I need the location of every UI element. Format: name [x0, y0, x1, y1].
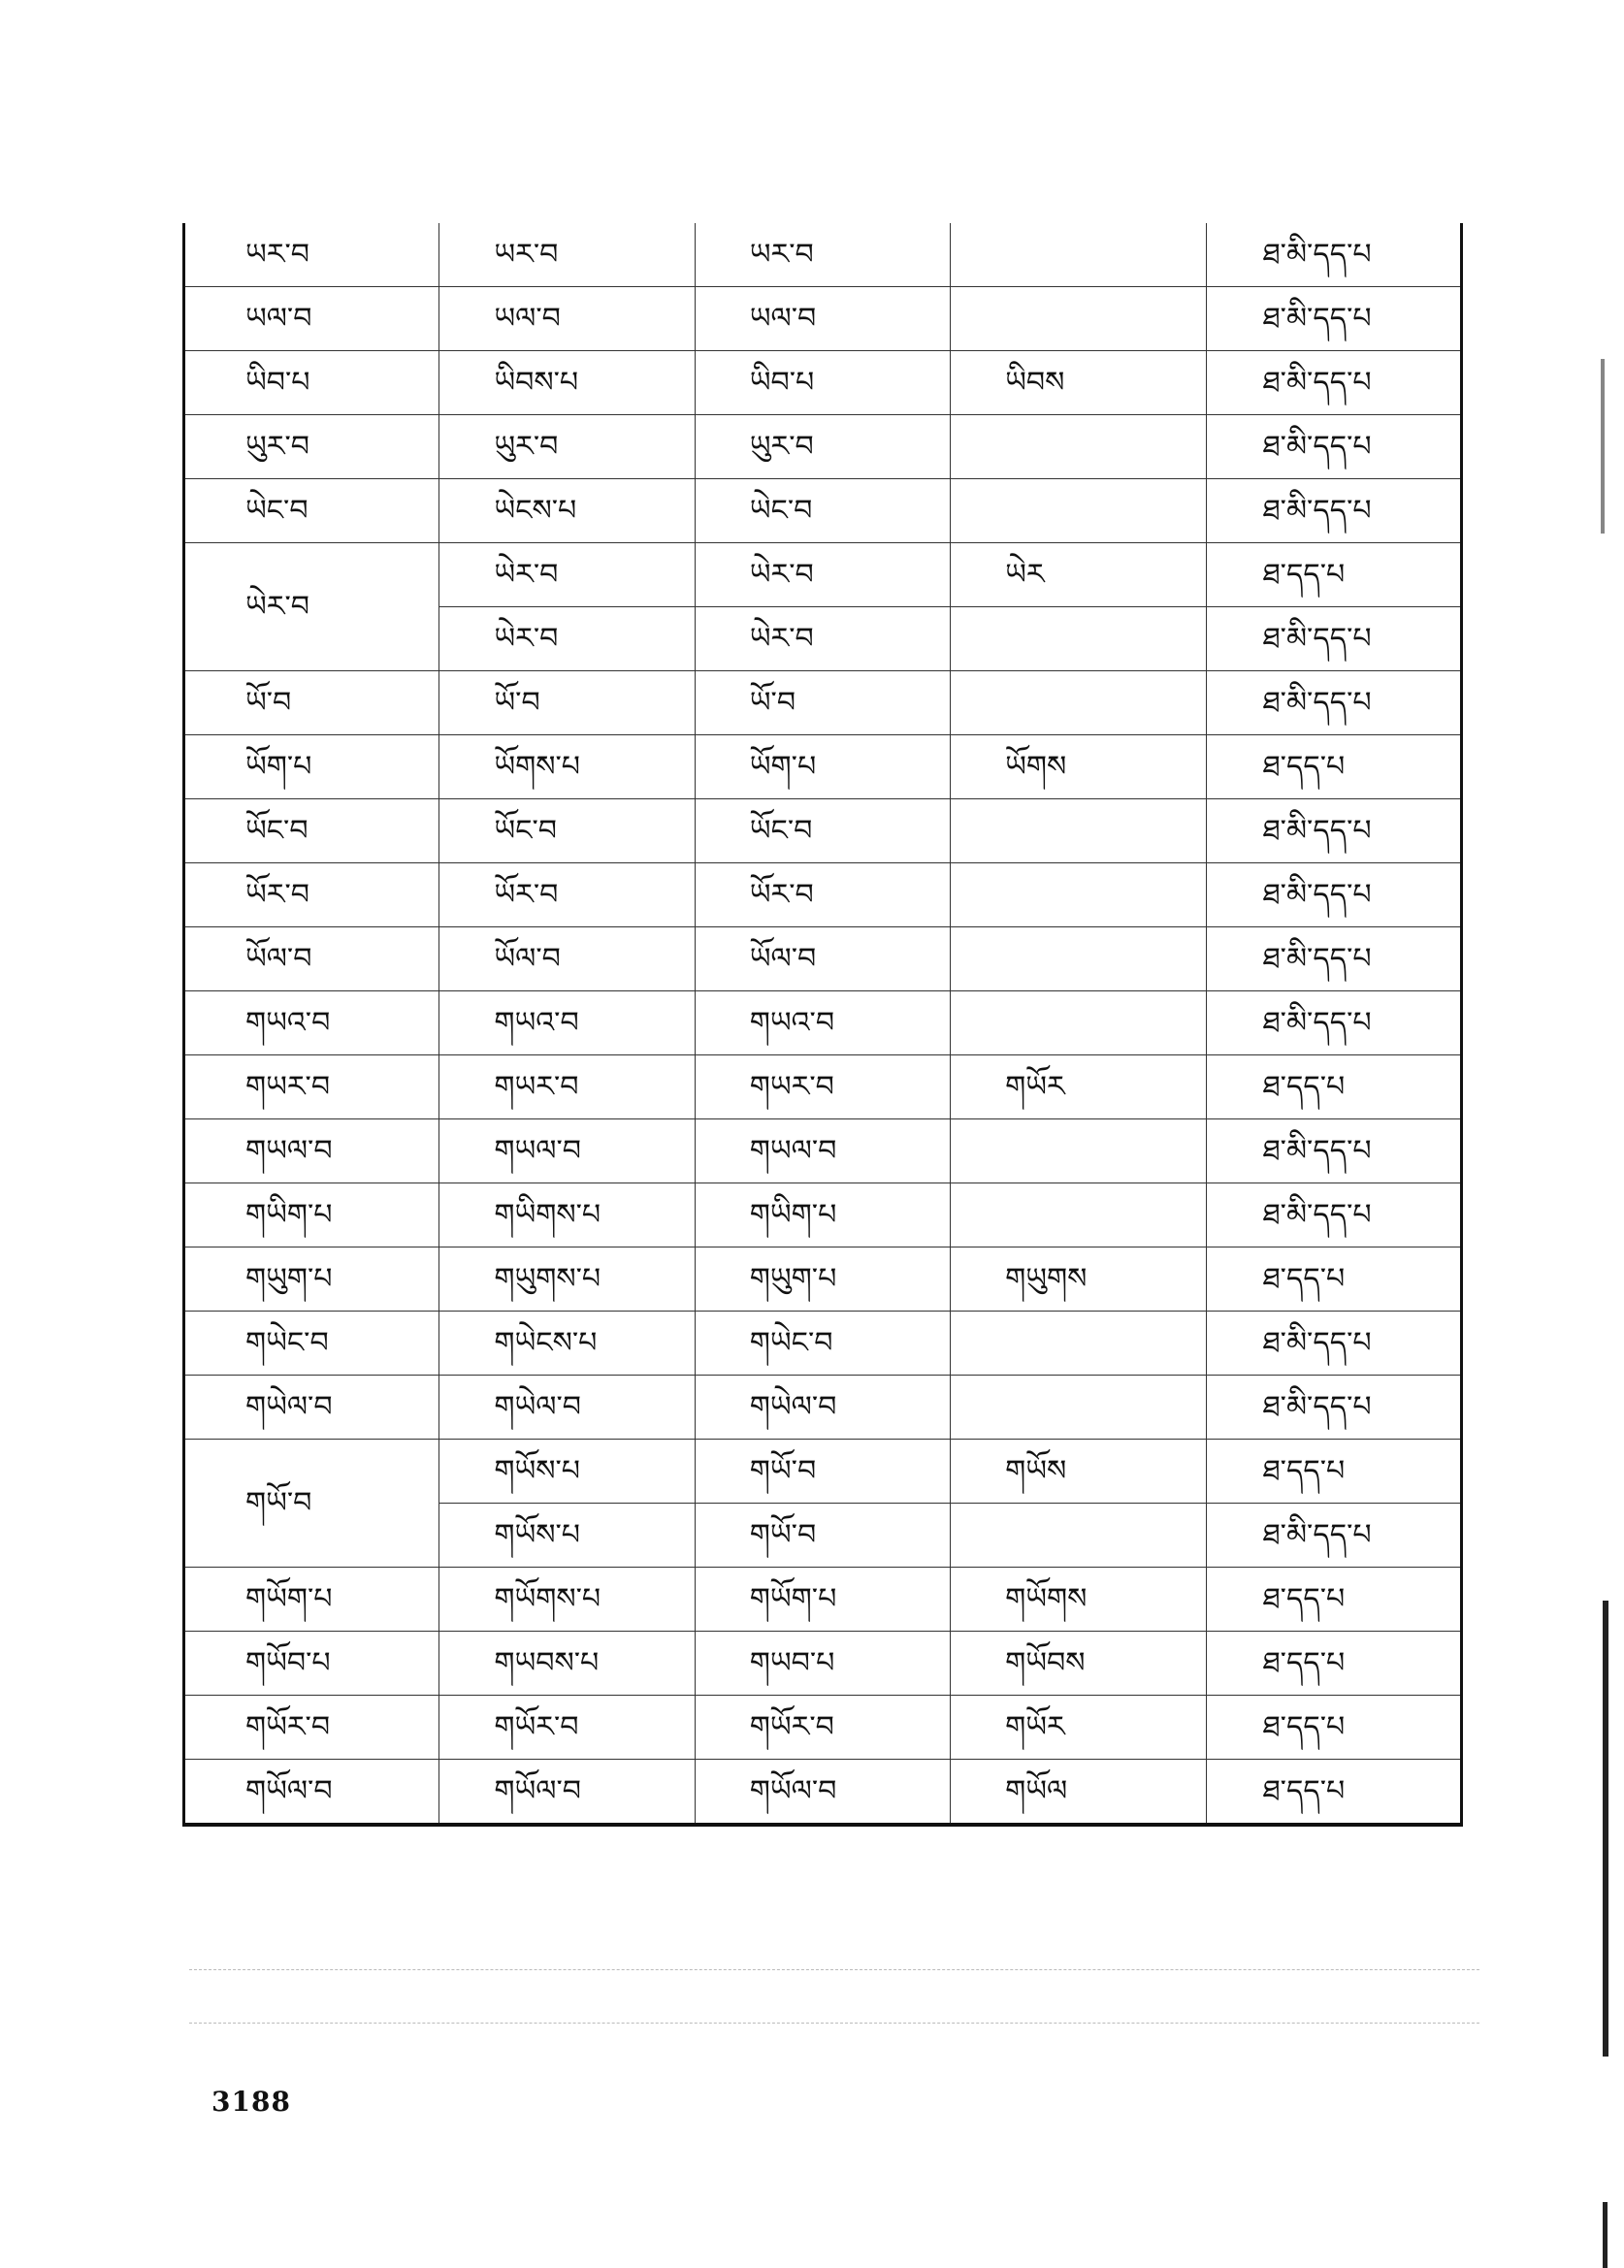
table-row	[184, 287, 1462, 351]
table-cell-col-4	[951, 607, 1206, 671]
table-cell-col-5: ཐ་དད་པ	[1206, 1247, 1461, 1312]
table-cell-col-5: ཐ་མི་དད་པ	[1206, 351, 1461, 415]
table-row	[184, 1568, 1462, 1632]
table-cell-col-2: གཡོགས་པ	[439, 1568, 695, 1632]
table-cell-col-5: ཐ་དད་པ	[1206, 1568, 1461, 1632]
table-row	[184, 479, 1462, 543]
table-cell-col-3: ཡེང་བ	[695, 479, 950, 543]
table-cell-col-1: གཡར་བ	[184, 1055, 439, 1119]
table-row	[184, 1312, 1462, 1376]
table-cell-col-5: ཐ་མི་དད་པ	[1206, 223, 1461, 287]
table-row	[184, 1119, 1462, 1183]
table-cell-col-1: གཡལ་བ	[184, 1119, 439, 1183]
table-row	[184, 991, 1462, 1055]
table-cell-col-3: གཡའ་བ	[695, 991, 950, 1055]
table-cell-col-3: གཡེང་བ	[695, 1312, 950, 1376]
table-cell-col-5: ཐ་དད་པ	[1206, 735, 1461, 799]
table-cell-col-1: ཡུར་བ	[184, 415, 439, 479]
table-cell-col-4	[951, 223, 1206, 287]
table-row	[184, 863, 1462, 927]
table-cell-col-5: ཐ་མི་དད་པ	[1206, 1312, 1461, 1376]
table-cell-col-5: ཐ་མི་དད་པ	[1206, 863, 1461, 927]
table-cell-col-4: གཡོགས	[951, 1568, 1206, 1632]
table-cell-col-3: གཡབ་པ	[695, 1632, 950, 1696]
table-cell-col-3: གཡིག་པ	[695, 1183, 950, 1247]
table-row	[184, 799, 1462, 863]
table-cell-col-5: ཐ་དད་པ	[1206, 1440, 1461, 1504]
table-cell-col-3: གཡུག་པ	[695, 1247, 950, 1312]
table-row	[184, 223, 1462, 287]
table-cell-col-1: ཡར་བ	[184, 223, 439, 287]
table-cell-col-2: གཡིགས་པ	[439, 1183, 695, 1247]
table-cell-col-5: ཐ་དད་པ	[1206, 543, 1461, 607]
table-cell-col-1: ཡོལ་བ	[184, 927, 439, 991]
table-cell-col-2: ཡར་བ	[439, 223, 695, 287]
table-row	[184, 1055, 1462, 1119]
table-row	[184, 351, 1462, 415]
table-cell-col-1: གཡེང་བ	[184, 1312, 439, 1376]
table-row	[184, 1440, 1462, 1504]
table-cell-col-4: གཡུགས	[951, 1247, 1206, 1312]
table-cell-col-2: གཡུགས་པ	[439, 1247, 695, 1312]
table-cell-col-4	[951, 415, 1206, 479]
table-cell-col-1: གཡོལ་བ	[184, 1760, 439, 1826]
table-cell-col-1: གཡོ་བ	[184, 1440, 439, 1568]
table-cell-col-2: གཡལ་བ	[439, 1119, 695, 1183]
table-cell-col-3: གཡོ་བ	[695, 1504, 950, 1568]
table-cell-col-4	[951, 991, 1206, 1055]
table-cell-col-2: གཡའ་བ	[439, 991, 695, 1055]
table-cell-col-4	[951, 1376, 1206, 1440]
table-cell-col-3: ཡོང་བ	[695, 799, 950, 863]
table-cell-col-2: གཡོལ་བ	[439, 1760, 695, 1826]
table-cell-col-2: ཡོ་བ	[439, 671, 695, 735]
table-cell-col-2: གཡར་བ	[439, 1055, 695, 1119]
table-cell-col-5: ཐ་དད་པ	[1206, 1696, 1461, 1760]
table-cell-col-3: གཡོ་བ	[695, 1440, 950, 1504]
page-number: 3188	[211, 2086, 291, 2118]
faded-bleed-line	[189, 2023, 1479, 2024]
table-cell-col-5: ཐ་མི་དད་པ	[1206, 287, 1461, 351]
scan-edge-mark	[1603, 1601, 1608, 2057]
table-cell-col-3: ཡལ་བ	[695, 287, 950, 351]
table-row	[184, 415, 1462, 479]
table-cell-col-5: ཐ་མི་དད་པ	[1206, 1183, 1461, 1247]
table-row	[184, 1247, 1462, 1312]
table-cell-col-2: ཡུར་བ	[439, 415, 695, 479]
table-row	[184, 735, 1462, 799]
table-row	[184, 1376, 1462, 1440]
table-cell-col-1: གཡིག་པ	[184, 1183, 439, 1247]
table-cell-col-4: གཡོར	[951, 1696, 1206, 1760]
table-cell-col-2: གཡོར་བ	[439, 1696, 695, 1760]
table-cell-col-4	[951, 671, 1206, 735]
faded-bleed-line	[189, 1969, 1479, 1970]
table-cell-col-1: ཡེར་བ	[184, 543, 439, 671]
table-cell-col-2: ཡེར་བ	[439, 607, 695, 671]
table-cell-col-5: ཐ་དད་པ	[1206, 1760, 1461, 1826]
table-cell-col-4: གཡོབས	[951, 1632, 1206, 1696]
table-cell-col-1: ཡོར་བ	[184, 863, 439, 927]
table-cell-col-5: ཐ་མི་དད་པ	[1206, 1119, 1461, 1183]
table-cell-col-3: གཡལ་བ	[695, 1119, 950, 1183]
table-cell-col-2: ཡོལ་བ	[439, 927, 695, 991]
table-cell-col-5: ཐ་མི་དད་པ	[1206, 607, 1461, 671]
scan-edge-mark	[1601, 359, 1605, 534]
table-cell-col-1: ཡལ་བ	[184, 287, 439, 351]
table-cell-col-3: ཡར་བ	[695, 223, 950, 287]
table-cell-col-4	[951, 1312, 1206, 1376]
table-cell-col-2: གཡེངས་པ	[439, 1312, 695, 1376]
scan-edge-mark	[1603, 2202, 1608, 2268]
table-cell-col-2: གཡབས་པ	[439, 1632, 695, 1696]
table-cell-col-4	[951, 1504, 1206, 1568]
table-cell-col-4: གཡོལ	[951, 1760, 1206, 1826]
table-cell-col-4: གཡོས	[951, 1440, 1206, 1504]
table-cell-col-4: ཡིབས	[951, 351, 1206, 415]
table-cell-col-3: ཡོ་བ	[695, 671, 950, 735]
table-cell-col-1: ཡོ་བ	[184, 671, 439, 735]
table-cell-col-5: ཐ་མི་དད་པ	[1206, 799, 1461, 863]
table-row	[184, 1760, 1462, 1826]
table-cell-col-4	[951, 799, 1206, 863]
table-cell-col-4	[951, 1119, 1206, 1183]
table-cell-col-1: གཡོག་པ	[184, 1568, 439, 1632]
table-cell-col-5: ཐ་དད་པ	[1206, 1055, 1461, 1119]
table-cell-col-4	[951, 927, 1206, 991]
table-cell-col-4	[951, 863, 1206, 927]
table-cell-col-3: ཡུར་བ	[695, 415, 950, 479]
table-cell-col-2: ཡོང་བ	[439, 799, 695, 863]
table-row	[184, 543, 1462, 607]
table-cell-col-3: གཡོག་པ	[695, 1568, 950, 1632]
table-cell-col-5: ཐ་མི་དད་པ	[1206, 1376, 1461, 1440]
table-cell-col-1: གཡོར་བ	[184, 1696, 439, 1760]
table-cell-col-3: གཡེལ་བ	[695, 1376, 950, 1440]
table-cell-col-3: གཡོར་བ	[695, 1696, 950, 1760]
table-cell-col-3: གཡར་བ	[695, 1055, 950, 1119]
table-cell-col-1: གཡོབ་པ	[184, 1632, 439, 1696]
table-cell-col-5: ཐ་མི་དད་པ	[1206, 927, 1461, 991]
table-cell-col-5: ཐ་མི་དད་པ	[1206, 415, 1461, 479]
table-cell-col-4: གཡོར	[951, 1055, 1206, 1119]
table-cell-col-3: ཡོར་བ	[695, 863, 950, 927]
table-cell-col-3: གཡོལ་བ	[695, 1760, 950, 1826]
table-cell-col-1: ཡོག་པ	[184, 735, 439, 799]
table-cell-col-3: ཡོག་པ	[695, 735, 950, 799]
table-cell-col-1: ཡོང་བ	[184, 799, 439, 863]
table-cell-col-5: ཐ་དད་པ	[1206, 1632, 1461, 1696]
table-cell-col-1: ཡེང་བ	[184, 479, 439, 543]
table-cell-col-1: ཡིབ་པ	[184, 351, 439, 415]
table-cell-col-5: ཐ་མི་དད་པ	[1206, 991, 1461, 1055]
table-cell-col-2: གཡོས་པ	[439, 1504, 695, 1568]
table-row	[184, 1632, 1462, 1696]
table-cell-col-5: ཐ་མི་དད་པ	[1206, 479, 1461, 543]
table-cell-col-1: གཡུག་པ	[184, 1247, 439, 1312]
table-cell-col-4	[951, 479, 1206, 543]
table-cell-col-2: ཡོགས་པ	[439, 735, 695, 799]
table-cell-col-1: གཡེལ་བ	[184, 1376, 439, 1440]
table-body	[184, 223, 1462, 1825]
table-cell-col-3: ཡེར་བ	[695, 543, 950, 607]
table-row	[184, 671, 1462, 735]
table-cell-col-2: ཡལ་བ	[439, 287, 695, 351]
table-cell-col-5: ཐ་མི་དད་པ	[1206, 1504, 1461, 1568]
table-cell-col-2: ཡེངས་པ	[439, 479, 695, 543]
table-row	[184, 927, 1462, 991]
table-cell-col-2: ཡོར་བ	[439, 863, 695, 927]
table-row	[184, 1183, 1462, 1247]
table-cell-col-5: ཐ་མི་དད་པ	[1206, 671, 1461, 735]
table-cell-col-2: ཡིབས་པ	[439, 351, 695, 415]
table-cell-col-4: ཡོགས	[951, 735, 1206, 799]
table-cell-col-3: ཡེར་བ	[695, 607, 950, 671]
table-cell-col-4: ཡེར	[951, 543, 1206, 607]
table-cell-col-3: ཡོལ་བ	[695, 927, 950, 991]
table-cell-col-4	[951, 1183, 1206, 1247]
table-row	[184, 1696, 1462, 1760]
table-cell-col-2: གཡེལ་བ	[439, 1376, 695, 1440]
table-cell-col-4	[951, 287, 1206, 351]
table-cell-col-2: གཡོས་པ	[439, 1440, 695, 1504]
table-cell-col-1: གཡའ་བ	[184, 991, 439, 1055]
table-cell-col-3: ཡིབ་པ	[695, 351, 950, 415]
table-cell-col-2: ཡེར་བ	[439, 543, 695, 607]
verb-conjugation-table	[182, 223, 1463, 1827]
